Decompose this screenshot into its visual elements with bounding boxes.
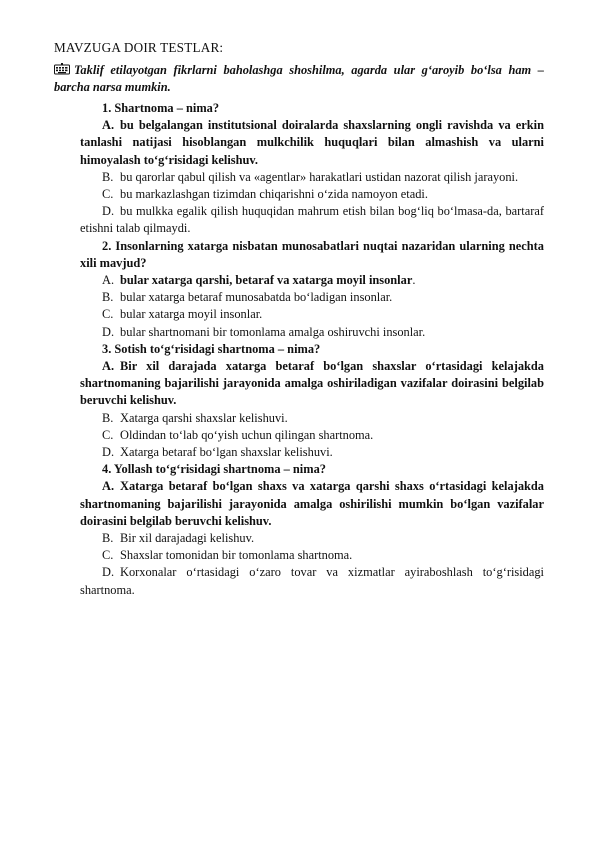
question-4-option-b [80, 530, 544, 547]
option-text: Xatarga qarshi shaxslar kelishuvi. [120, 410, 288, 425]
option-text: Korxonalar o‘rtasidagi o‘zaro tovar va xizmatlar ayiraboshlash to‘g‘risidagi shartnoma. [80, 565, 544, 597]
option-label: C. [102, 187, 114, 202]
option-text: bular xatarga moyil insonlar. [120, 307, 263, 322]
question-2: 2. Insonlarning xatarga nisbatan munosabatlari nuqtai nazaridan ularning nechta xili mavjud? [80, 238, 544, 270]
option-label: D. [102, 445, 115, 460]
option-label: D. [102, 204, 115, 219]
option-text: Shaxslar tomonidan bir tomonlama shartnoma. [120, 548, 353, 563]
option-label: B. [102, 169, 114, 184]
option-label: B. [102, 531, 114, 546]
question-2-option-b [80, 289, 544, 306]
question-3: 3. Sotish to‘g‘risidagi shartnoma – nima? [102, 341, 321, 356]
option-text: Bir xil darajada xatarga betaraf bo‘lgan shaxslar o‘rtasidagi kelajakda shartnomaning bajarilishi jarayonida amalga oshiriladigan vazifalar doirasini belgilab beruvchi kelishuv. [80, 359, 544, 408]
option-text: Bir xil darajadagi kelishuv. [120, 531, 255, 546]
option-label: C. [102, 427, 114, 442]
question-1: 1. Shartnoma – nima? [102, 101, 220, 115]
option-label: D. [102, 565, 115, 580]
question-2-option-c [80, 306, 544, 323]
question-4-option-d [80, 564, 544, 598]
question-3-option-a [80, 358, 544, 410]
option-text: bular shartnomani bir tomonlama amalga oshiruvchi insonlar. [120, 324, 426, 339]
option-text: bu markazlashgan tizimdan chiqarishni o‘zida namoyon etadi. [120, 187, 428, 202]
option-label: A. [102, 118, 115, 133]
question-3-option-b [80, 410, 544, 427]
option-label: A. [102, 359, 115, 374]
intro-note [54, 62, 544, 96]
test-questions [80, 100, 544, 599]
option-label: C. [102, 307, 114, 322]
question-1-option-a [80, 117, 544, 169]
question-2-option-a: A. bular xatarga qarshi, betaraf va xatarga moyil insonlar. [80, 272, 544, 289]
option-label: A. [102, 479, 115, 494]
section-heading: MAVZUGA DOIR TESTLAR: [54, 40, 224, 55]
option-text: bu qarorlar qabul qilish va «agentlar» harakatlari ustidan nazorat qilish jarayoni. [120, 169, 519, 184]
question-3-option-d [80, 444, 544, 461]
question-3-option-c [80, 427, 544, 444]
option-text: bular xatarga qarshi, betaraf va xatarga moyil insonlar [120, 273, 413, 288]
option-text: bu belgalangan institutsional doiralarda shaxslarning ongli ravishda va erkin tanlashi natijasi hisoblangan mulkchilik huquqlari bilan almashish va ularni himoyalash to‘g‘risidagi kelishuv. [80, 118, 544, 167]
question-4: 4. Yollash to‘g‘risidagi shartnoma – nima? [102, 462, 326, 477]
option-label: C. [102, 548, 114, 563]
option-label: B. [102, 410, 114, 425]
option-text: bular xatarga betaraf munosabatda bo‘ladigan insonlar. [120, 290, 393, 305]
option-text: Xatarga betaraf bo‘lgan shaxs va xatarga qarshi shaxs o‘rtasidagi kelajakda shartnomaning bajarilishi jarayonida amalga oshirilishi mumkin bo‘lgan vazifalar doirasini belgilab beruvchi kelishuv. [80, 479, 544, 528]
option-text: bu mulkka egalik qilish huquqidan mahrum etish bilan bog‘liq bo‘lmasa-da, bartaraf etishni talab qilmaydi. [80, 204, 544, 236]
question-2-option-d [80, 324, 544, 341]
question-4-option-c [80, 547, 544, 564]
question-4-option-a [80, 478, 544, 530]
question-1-option-c [80, 186, 544, 203]
intro-text: Taklif etilayotgan fikrlarni baholashga shoshilma, agarda ular g‘aroyib bo‘lsa ham – barcha narsa mumkin. [54, 63, 544, 94]
option-label: D. [102, 324, 115, 339]
option-label: A. [102, 273, 115, 288]
option-text: Xatarga betaraf bo‘lgan shaxslar kelishuvi. [120, 445, 333, 460]
question-1-option-b [80, 169, 544, 186]
keyboard-icon [54, 63, 70, 75]
option-text: Oldindan to‘lab qo‘yish uchun qilingan shartnoma. [120, 427, 374, 442]
option-label: B. [102, 290, 114, 305]
question-1-option-d [80, 203, 544, 237]
